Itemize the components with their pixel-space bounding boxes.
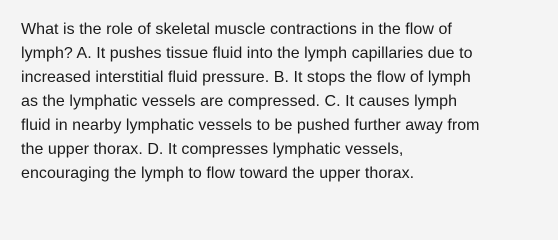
question-line: the upper thorax. D. It compresses lymphatic vessels,	[21, 141, 404, 158]
question-line: encouraging the lymph to flow toward the upper thorax.	[21, 165, 415, 182]
question-line: lymph? A. It pushes tissue fluid into the lymph capillaries due to	[21, 45, 473, 62]
question-line: fluid in nearby lymphatic vessels to be pushed further away from	[21, 117, 480, 134]
question-line: What is the role of skeletal muscle contractions in the flow of	[21, 21, 452, 38]
question-line: increased interstitial fluid pressure. B. It stops the flow of lymph	[21, 69, 471, 86]
question-text	[21, 18, 551, 186]
question-line: as the lymphatic vessels are compressed. C. It causes lymph	[21, 93, 458, 110]
